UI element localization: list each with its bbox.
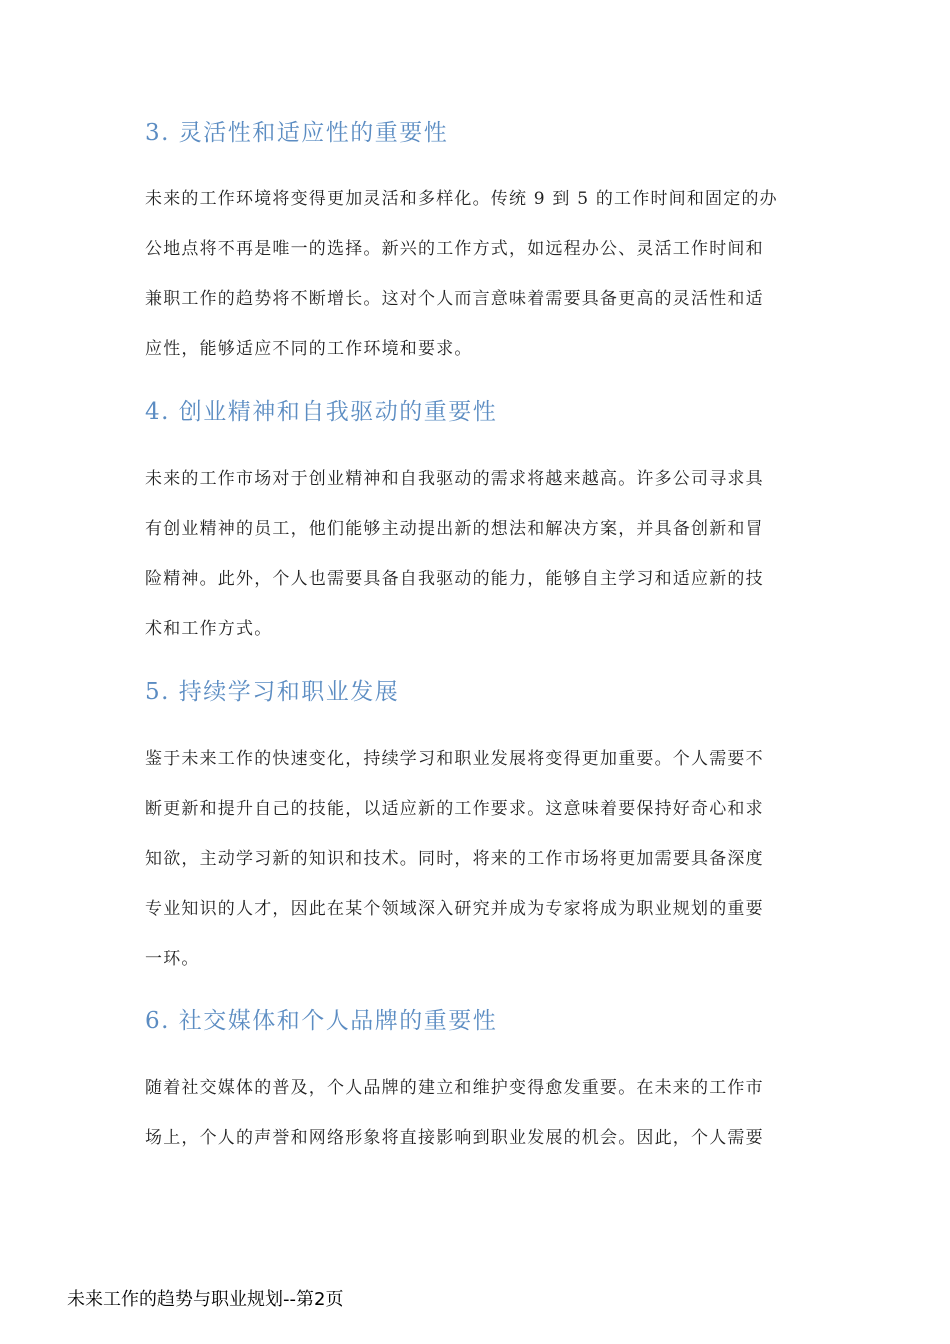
paragraph-line: 随着社交媒体的普及，个人品牌的建立和维护变得愈发重要。在未来的工作市 — [145, 1078, 764, 1098]
section-5-heading: 5. 持续学习和职业发展 — [145, 679, 400, 705]
section-3-heading: 3. 灵活性和适应性的重要性 — [145, 120, 449, 146]
section-6-paragraph — [145, 1063, 805, 1163]
paragraph-line: 公地点将不再是唯一的选择。新兴的工作方式，如远程办公、灵活工作时间和 — [145, 239, 764, 259]
paragraph-line: 鉴于未来工作的快速变化，持续学习和职业发展将变得更加重要。个人需要不 — [145, 749, 764, 769]
paragraph-line: 险精神。此外，个人也需要具备自我驱动的能力，能够自主学习和适应新的技 — [145, 569, 764, 589]
paragraph-line: 一环。 — [145, 949, 200, 969]
paragraph-line: 知欲，主动学习新的知识和技术。同时，将来的工作市场将更加需要具备深度 — [145, 849, 764, 869]
paragraph-line: 应性，能够适应不同的工作环境和要求。 — [145, 339, 473, 359]
section-6-heading: 6. 社交媒体和个人品牌的重要性 — [145, 1008, 498, 1034]
paragraph-line: 未来的工作市场对于创业精神和自我驱动的需求将越来越高。许多公司寻求具 — [145, 469, 764, 489]
page-footer: 未来工作的趋势与职业规划--第2页 — [67, 1289, 344, 1310]
section-3-paragraph — [145, 174, 805, 374]
section-4-heading: 4. 创业精神和自我驱动的重要性 — [145, 399, 498, 425]
paragraph-line: 断更新和提升自己的技能，以适应新的工作要求。这意味着要保持好奇心和求 — [145, 799, 764, 819]
paragraph-line: 未来的工作环境将变得更加灵活和多样化。传统 9 到 5 的工作时间和固定的办 — [145, 189, 778, 209]
paragraph-line: 兼职工作的趋势将不断增长。这对个人而言意味着需要具备更高的灵活性和适 — [145, 289, 764, 309]
paragraph-line: 有创业精神的员工，他们能够主动提出新的想法和解决方案，并具备创新和冒 — [145, 519, 764, 539]
paragraph-line: 术和工作方式。 — [145, 619, 273, 639]
section-4-paragraph — [145, 454, 805, 654]
section-5-paragraph — [145, 734, 805, 984]
paragraph-line: 专业知识的人才，因此在某个领域深入研究并成为专家将成为职业规划的重要 — [145, 899, 764, 919]
paragraph-line: 场上，个人的声誉和网络形象将直接影响到职业发展的机会。因此，个人需要 — [145, 1128, 764, 1148]
